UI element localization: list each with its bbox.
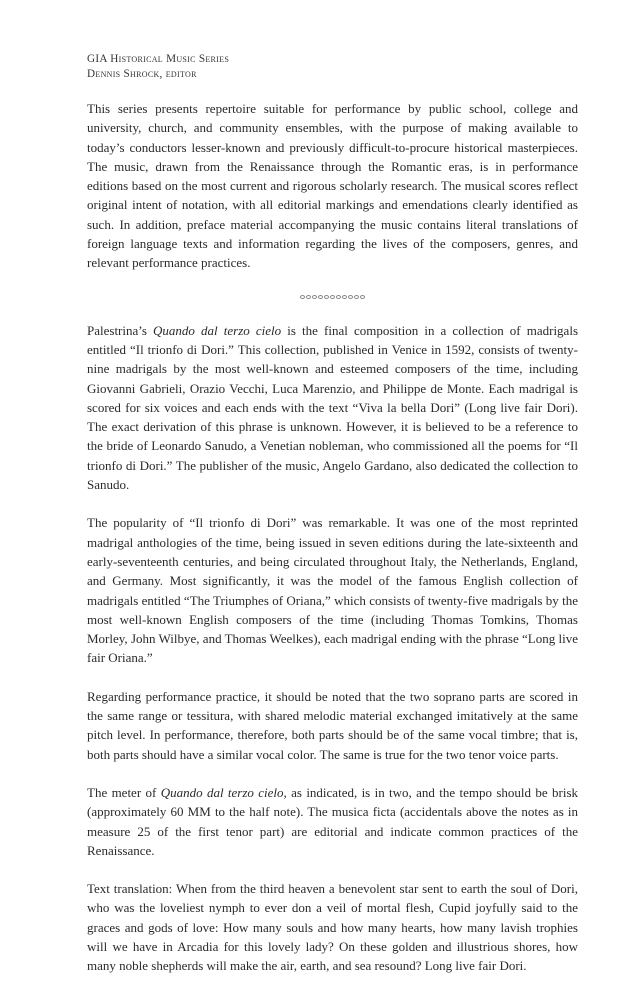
- work-title: Quando dal terzo cielo: [153, 322, 282, 338]
- ornament-circle-icon: [348, 295, 353, 299]
- series-intro-paragraph: This series presents repertoire suitable for performance by public school, college and university, church, and community ensembles, with the purpose of making available to today’s conductors lesser-known and previously difficult-to-procure historical masterpieces. The music, drawn from the Renaissance through the Romantic eras, is in performance editions based on the most current and rigorous scholarly research. The musical scores reflect original intent of notation, with all editorial markings and emendations clearly identified as such. In addition, preface material accompanying the music contains literal translations of foreign language texts and information regarding the lives of the composers, genres, and relevant performance practices.: [87, 101, 578, 271]
- collection-history-paragraph: [87, 321, 578, 495]
- ornament-circle-icon: [318, 295, 323, 299]
- ornament-circle-icon: [312, 295, 317, 299]
- ornament-circle-icon: [342, 295, 347, 299]
- ornament-circle-icon: [330, 295, 335, 299]
- ornament-circle-icon: [354, 295, 359, 299]
- series-header: [87, 52, 578, 82]
- ornament-circle-icon: [306, 295, 311, 299]
- text-translation-paragraph: Text translation: When from the third heaven a benevolent star sent to earth the soul of Dori, who was the loveliest nymph to ever don a veil of mortal flesh, Cupid joyfully said to the graces and gods of love: How many souls and how many hearts, how many lavish trophies will we have in Arcadia for this lovely lady? On these golden and illustrious shores, how many noble shepherds will make the air, earth, and sea resound? Long live fair Dori.: [87, 881, 578, 974]
- work-title: Quando dal terzo cielo: [160, 784, 284, 800]
- ornament-circle-icon: [300, 295, 305, 299]
- ornament-circle-icon: [360, 295, 365, 299]
- meter-tempo-paragraph: [87, 783, 578, 860]
- performance-practice-paragraph: Regarding performance practice, it should be noted that the two soprano parts are scored in the same range or tessitura, with shared melodic material exchanged imitatively at the same pitch level. In performance, therefore, both parts should be of the same vocal timbre; that is, both parts should have a similar vocal color. The same is true for the two tenor voice parts.: [87, 688, 578, 762]
- ornament-circle-icon: [324, 295, 329, 299]
- text-run: , as indicated, is in two, and the tempo should be brisk (approximately 60 MM to the half note). The musica ficta (accidentals above the notes as in measure 25 of the first tenor part) are editorial and indicate common practices of the Renaissance.: [87, 784, 579, 858]
- editor-line: Dennis Shrock, editor: [87, 68, 197, 80]
- text-run: Palestrina’s: [87, 322, 154, 338]
- text-run: The meter of: [87, 784, 161, 800]
- ornament-circle-icon: [336, 295, 341, 299]
- popularity-paragraph: The popularity of “Il trionfo di Dori” was remarkable. It was one of the most reprinted madrigal anthologies of the time, being issued in seven editions during the late-sixteenth and early-seventeenth centuries, and being circulated throughout Italy, the Netherlands, England, and Germany. Most significantly, it was the model of the famous English collection of madrigals entitled “The Triumphes of Oriana,” which consists of twenty-five madrigals by the most well-known English composers of the time (including Thomas Tomkins, Thomas Morley, John Wilbye, and Thomas Weelkes), each madrigal ending with the phrase “Long live fair Oriana.”: [87, 515, 578, 666]
- text-run: is the final composition in a collection of madrigals entitled “Il trionfo di Dori.” This collection, published in Venice in 1592, consists of twenty-nine madrigals by the most well-known and esteemed composers of the time, including Giovanni Gabrieli, Orazio Vecchi, Luca Marenzio, and Philippe de Monte. Each madrigal is scored for six voices and each ends with the text “Viva la bella Dori” (Long live fair Dori). The exact derivation of this phrase is unknown. However, it is believed to be a reference to the bride of Leonardo Sanudo, a Venetian nobleman, who commissioned all the poems for “Il trionfo di Dori.” The publisher of the music, Angelo Gardano, also dedicated the collection to Sanudo.: [87, 322, 578, 493]
- series-title: GIA Historical Music Series: [87, 53, 230, 65]
- document-page: [87, 52, 578, 995]
- section-divider-ornament: [87, 292, 578, 302]
